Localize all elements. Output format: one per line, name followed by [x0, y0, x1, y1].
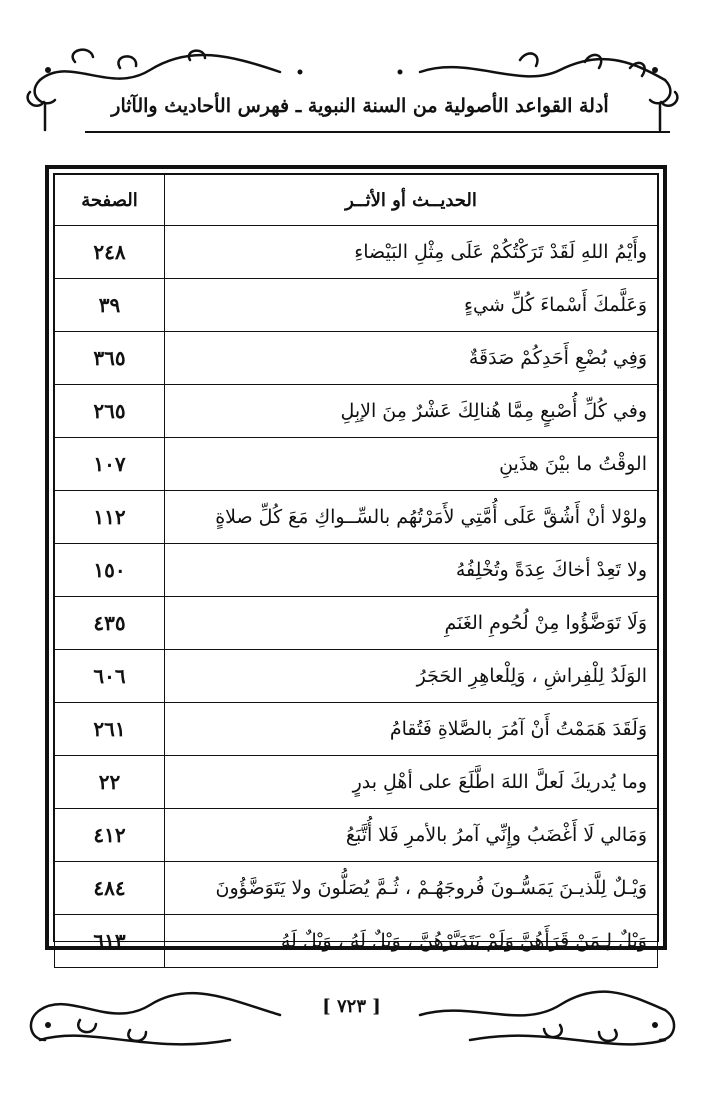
table-row [55, 491, 658, 544]
page-number: ١١٢ [55, 491, 165, 544]
table-row [55, 226, 658, 279]
page-number: ٢٤٨ [55, 226, 165, 279]
page-number: ٦١٣ [55, 915, 165, 968]
hadith-text: ولوْلا أنْ أَشُقَّ عَلَى أُمَّتِي لأَمَرْتُهُم بالسِّــواكِ مَعَ كُلِّ صلاةٍ [165, 491, 658, 544]
table-row [55, 862, 658, 915]
index-table-inner [53, 173, 659, 953]
hadith-text: ولا تَعِدْ أخاكَ عِدَةً وتُخْلِفُهُ [165, 544, 658, 597]
hadith-text: وَعَلَّمكَ أَسْماءَ كُلِّ شيءٍ [165, 279, 658, 332]
page-number: ٣٩ [55, 279, 165, 332]
hadith-text: وفي كُلِّ أُصْبعٍ مِمَّا هُنالِكَ عَشْرٌ مِنَ الإبِلِ [165, 385, 658, 438]
table-row [55, 703, 658, 756]
page-number: ٦٠٦ [55, 650, 165, 703]
table-header-row [55, 175, 658, 226]
footer-page-number: [ ٧٢٣ ] [322, 996, 381, 1017]
hadith-text: وَفِي بُضْعِ أَحَدِكُمْ صَدَقَةٌ [165, 332, 658, 385]
page-number: ٤١٢ [55, 809, 165, 862]
hadith-text: وَلَا تَوَضَّؤُوا مِنْ لُحُومِ الغَنَمِ [165, 597, 658, 650]
table-row [55, 544, 658, 597]
hadith-text: الوَلَدُ لِلْفِراشِ ، وَلِلْعاهِرِ الحَجَرُ [165, 650, 658, 703]
hadith-text: وَيْلٌ لِـمَنْ قَرَأَهُنَّ وَلَمْ يَتَدَبَّرْهُنَّ ، وَيْلٌ لَهُ ، وَيْلٌ لَهُ [165, 915, 658, 968]
header-rule [85, 131, 670, 133]
hadith-index-table [54, 174, 658, 968]
hadith-text: الوقْتُ ما بيْنَ هذَينِ [165, 438, 658, 491]
table-row [55, 809, 658, 862]
table-row [55, 597, 658, 650]
page-number: ٢٢ [55, 756, 165, 809]
column-header-hadith: الحديــث أو الأثــر [165, 175, 658, 226]
page-number: ٢٦٥ [55, 385, 165, 438]
page-number: ١٠٧ [55, 438, 165, 491]
table-row [55, 332, 658, 385]
page-number: ٤٨٤ [55, 862, 165, 915]
hadith-text: وَمَالي لَا أَغْضَبُ وإِنِّي آمرُ بالأمرِ فَلا أُتَّبَعُ [165, 809, 658, 862]
hadith-text: وَيْـلٌ لِلَّذيـنَ يَمَسُّـونَ فُروجَهُـمْ ، ثُـمَّ يُصَلُّونَ ولا يَتَوَضَّؤُونَ [165, 862, 658, 915]
table-row [55, 438, 658, 491]
index-table-frame [45, 165, 667, 953]
table-row [55, 650, 658, 703]
hadith-text: وَلَقَدَ هَمَمْتُ أَنْ آمُرَ بالصَّلاةِ فَتُقامُ [165, 703, 658, 756]
page-number: ٢٦١ [55, 703, 165, 756]
table-row [55, 915, 658, 968]
running-header: أدلة القواعد الأصولية من السنة النبوية ـ فهرس الأحاديث والآثار [111, 95, 609, 117]
hadith-text: وأَيْمُ اللهِ لَقَدْ تَرَكْتُكُمْ عَلَى مِثْلِ البَيْضاءِ [165, 226, 658, 279]
page-number: ١٥٠ [55, 544, 165, 597]
table-row [55, 279, 658, 332]
hadith-text: وما يُدريكَ لَعلَّ اللهَ اطَّلَعَ على أهْلِ بدرٍ [165, 756, 658, 809]
table-row [55, 756, 658, 809]
table-row [55, 385, 658, 438]
page-number: ٤٣٥ [55, 597, 165, 650]
page-number: ٣٦٥ [55, 332, 165, 385]
column-header-page: الصفحة [55, 175, 165, 226]
